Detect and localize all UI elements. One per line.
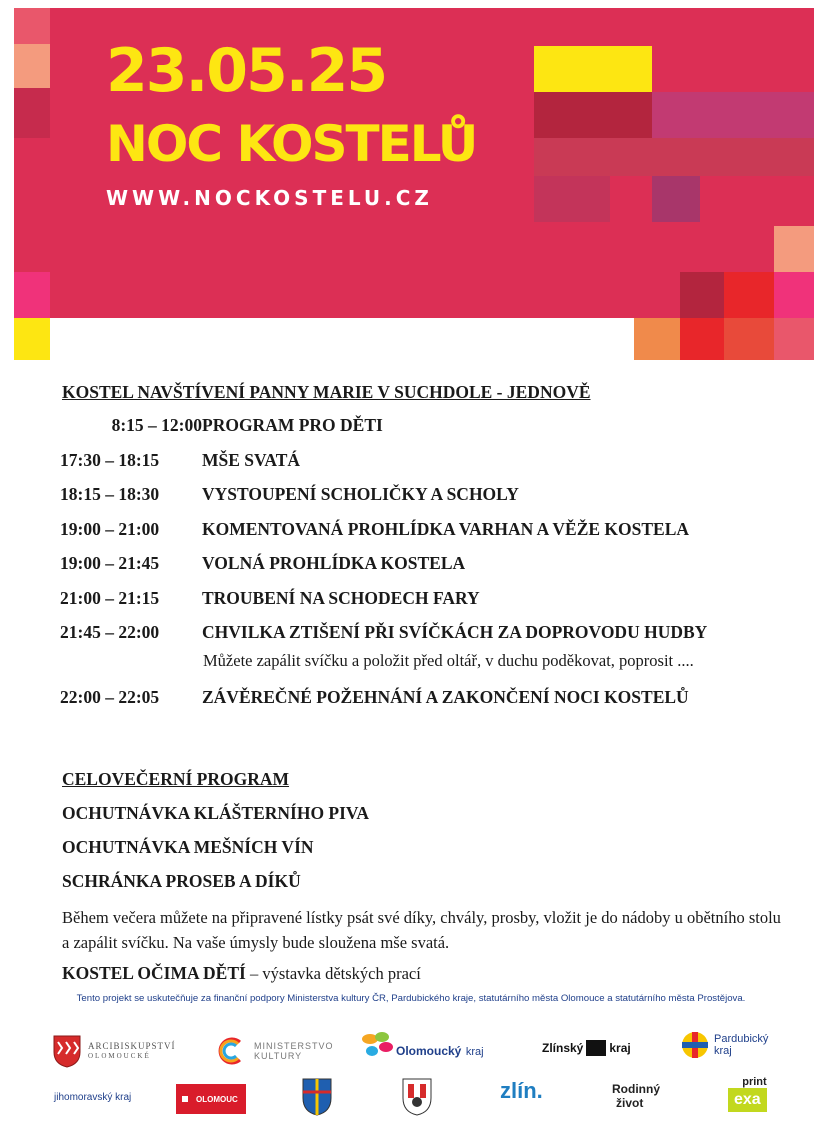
schedule-activity: VOLNÁ PROHLÍDKA KOSTELA [202,553,466,573]
event-name: NOC KOSTELŮ [106,115,477,173]
schedule-activity: CHVILKA ZTIŠENÍ PŘI SVÍČKÁCH ZA DOPROVODU HUDBY [202,622,708,642]
zlinsky-kraj-logo [542,1040,631,1056]
programme [62,380,802,986]
mosaic-square [14,44,50,88]
mosaic-square [534,176,610,222]
church-title: KOSTEL NAVŠTÍVENÍ PANNY MARIE V SUCHDOLE - JEDNOVĚ [62,382,591,402]
schedule-row [60,408,802,443]
schedule-row [27,615,802,650]
olomoucky-name: Olomoucký [396,1044,462,1058]
mosaic-square [774,272,814,318]
schedule-time: 19:00 – 21:45 [60,553,160,573]
olomoucky-kraj: kraj [465,1046,484,1058]
zlinsky-kraj: kraj [609,1041,631,1055]
schedule-activity: MŠE SVATÁ [202,449,301,470]
partner-logos [0,1020,822,1130]
pardubicky-cross-icon [680,1030,710,1060]
event-date: 23.05.25 [106,36,387,106]
pardubicky-name: Pardubický [714,1033,769,1045]
mosaic-square [652,176,700,222]
olomouc-city-logo [176,1084,246,1114]
mosaic-square [774,226,814,272]
schedule-activity: TROUBENÍ NA SCHODECH FARY [202,587,480,608]
archdiocese-name-2: OLOMOUCKÉ [88,1052,151,1060]
print-exa-logo [728,1076,767,1112]
mosaic-square [724,318,774,360]
rodinny-zivot-logo [612,1082,660,1110]
prostejov-coat-of-arms-logo [302,1078,332,1116]
archdiocese-crest-icon [52,1034,82,1068]
schedule-time: 19:00 – 21:00 [60,518,160,539]
schedule-time: 8:15 – 12:00 [111,415,202,435]
rodinny-name: Rodinný [612,1082,660,1096]
schedule-row [27,581,802,616]
schedule-time: 17:30 – 18:15 [60,449,160,470]
funding-note: Tento projekt se uskutečňuje za finanční podpory Ministerstva kultury ČR, Pardubického kraje, statutárního města Olomouce a statutárního města Prostějova. [76,993,746,1004]
mosaic-square [680,318,724,360]
mosaic-square [534,92,652,138]
mosaic-square [14,272,50,318]
archdiocese-logo [52,1034,176,1068]
banner-text [106,38,526,210]
schedule-time: 18:15 – 18:30 [60,484,160,504]
schedule-activity: KOMENTOVANÁ PROHLÍDKA VARHAN A VĚŽE KOSTELA [202,518,690,539]
schedule-time: 21:00 – 21:15 [60,587,160,608]
mosaic-square [14,318,50,360]
pardubicky-kraj-logo [680,1030,768,1060]
mosaic-square [14,88,50,138]
event-website: WWW.NOCKOSTELU.CZ [106,186,433,210]
mosaic-square [534,46,652,92]
jihomoravsky-kraj-logo [54,1092,131,1103]
mosaic-square [534,138,814,176]
mosaic-square [774,318,814,360]
zlinsky-box [586,1040,606,1056]
zlinsky-name: Zlínský [542,1041,584,1055]
ministry-name: MINISTERSTVO [254,1041,334,1051]
pardubicky-kraj: kraj [714,1045,732,1057]
schedule-row [27,546,802,581]
schedule-time: 21:45 – 22:00 [60,622,160,642]
mosaic-square [652,92,814,138]
schedule-activity: VYSTOUPENÍ SCHOLIČKY A SCHOLY [202,484,519,504]
all-evening-item: SCHRÁNKA PROSEB A DÍKŮ [62,871,301,891]
kids-exhibition [62,961,802,986]
kids-exhibition-title: KOSTEL OČIMA DĚTÍ [62,963,246,983]
exa-label: exa [728,1088,767,1112]
ministry-name-2: KULTURY [254,1051,303,1061]
archdiocese-name: ARCIBISKUPSTVÍ [88,1041,176,1051]
city-coat-of-arms-logo [402,1078,432,1116]
mosaic-square [724,272,774,318]
castle-crest-icon [402,1078,432,1116]
olomouc-name: OLOMOUC [196,1094,238,1104]
zlin-city-logo [500,1078,543,1104]
event-banner [14,8,814,360]
coat-of-arms-icon [302,1078,332,1116]
schedule-row [27,512,802,547]
schedule [62,408,802,714]
schedule-time: 22:00 – 22:05 [60,686,160,707]
zivot-name: život [616,1096,644,1110]
ministry-of-culture-logo [214,1034,334,1068]
olomoucky-flower-icon [360,1029,394,1059]
ministry-c-icon [214,1034,248,1068]
olomoucky-kraj-logo [360,1028,484,1060]
all-evening-title: CELOVEČERNÍ PROGRAM [62,769,290,789]
jihomoravsky-name: jihomoravský kraj [54,1092,132,1103]
zlin-name: zlín. [500,1078,543,1103]
kids-exhibition-suffix: – výstavka dětských prací [245,964,421,983]
schedule-row [27,680,802,715]
schedule-note: Můžete zapálit svíčku a položit před oltář, v duchu poděkovat, poprosit .... [203,650,694,670]
schedule-activity: PROGRAM PRO DĚTI [202,415,383,435]
all-evening-item: OCHUTNÁVKA KLÁŠTERNÍHO PIVA [62,803,369,823]
print-label: print [742,1076,767,1088]
all-evening-item: OCHUTNÁVKA MEŠNÍCH VÍN [62,837,314,857]
schedule-row [27,443,802,478]
mosaic-square [634,318,680,360]
olomouc-mark-icon [182,1096,188,1102]
all-evening-description: Během večera můžete na připravené lístky psát své díky, chvály, prosby, vložit je do nádoby u obětního stolu a zapálit svíčku. Na vaše úmysly bude sloužena mše svatá. [62,908,781,952]
mosaic-square [680,272,724,318]
mosaic-square [14,8,50,44]
schedule-row [27,477,802,512]
schedule-activity: ZÁVĚREČNÉ POŽEHNÁNÍ A ZAKONČENÍ NOCI KOSTELŮ [202,686,689,707]
